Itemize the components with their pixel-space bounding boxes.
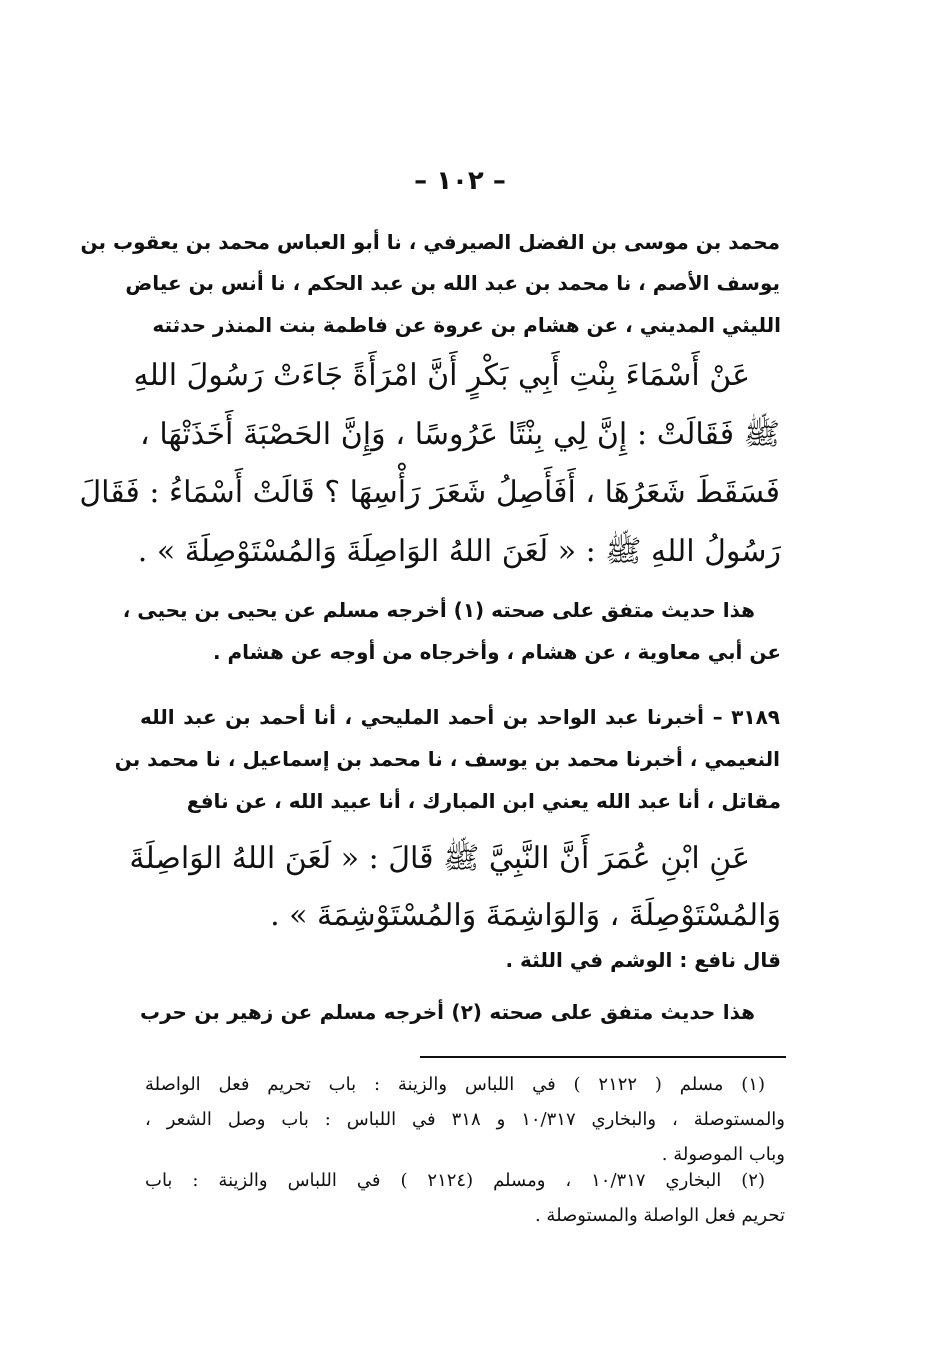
- hadith-text-line: عَنْ أَسْمَاءَ بِنْتِ أَبِي بَكْرٍ أَنَّ امْرَأَةً جَاءَتْ رَسُولَ اللهِ: [133, 358, 750, 393]
- isnad-line: محمد بن موسى بن الفضل الصيرفي ، نا أبو العباس محمد بن يعقوب بن: [80, 230, 780, 254]
- commentary-line: هذا حديث متفق على صحته (١) أخرجه مسلم عن يحيى بن يحيى ،: [122, 598, 755, 622]
- isnad-line: الليثي المديني ، عن هشام بن عروة عن فاطمة بنت المنذر حدثته: [152, 313, 781, 337]
- hadith-text-line: ﷺ فَقَالَتْ : إِنَّ لِي بِنْتًا عَرُوسًا ، وَإِنَّ الحَصْبَةَ أَخَذَتْهَا ،: [140, 417, 780, 452]
- hadith-text-line: عَنِ ابْنِ عُمَرَ أَنَّ النَّبِيَّ ﷺ قَالَ : « لَعَنَ اللهُ الوَاصِلَةَ: [129, 841, 750, 876]
- isnad-line: النعيمي ، أخبرنا محمد بن يوسف ، نا محمد بن إسماعيل ، نا محمد بن: [114, 747, 780, 771]
- hadith-text-line: وَالمُسْتَوْصِلَةَ ، وَالوَاشِمَةَ وَالمُسْتَوْشِمَةَ » .: [270, 898, 781, 933]
- footnote-line: (١) مسلم ( ٢١٢٢ ) في اللباس والزينة : باب تحريم فعل الواصلة: [145, 1074, 765, 1095]
- commentary-line: عن أبي معاوية ، عن هشام ، وأخرجاه من أوجه عن هشام .: [212, 640, 781, 664]
- isnad-line: يوسف الأصم ، نا محمد بن عبد الله بن عبد الحكم ، نا أنس بن عياض: [125, 271, 780, 295]
- isnad-line: مقاتل ، أنا عبد الله يعني ابن المبارك ، أنا عبيد الله ، عن نافع: [186, 789, 781, 813]
- footnote-separator: [420, 1056, 786, 1058]
- hadith-text-line: فَسَقَطَ شَعَرُهَا ، أَفَأَصِلُ شَعَرَ رَأْسِهَا ؟ قَالَتْ أَسْمَاءُ : فَقَالَ: [79, 475, 780, 510]
- footnote-line: والمستوصلة ، والبخاري ١٠/٣١٧ و ٣١٨ في اللباس : باب وصل الشعر ،: [145, 1109, 785, 1130]
- footnote-line: تحريم فعل الواصلة والمستوصلة .: [534, 1205, 785, 1226]
- isnad-line: ٣١٨٩ – أخبرنا عبد الواحد بن أحمد المليحي ، أنا أحمد بن عبد الله: [140, 705, 780, 729]
- commentary-line: هذا حديث متفق على صحته (٢) أخرجه مسلم عن زهير بن حرب: [140, 1000, 755, 1024]
- nafi-note: قال نافع : الوشم في اللثة .: [505, 948, 781, 972]
- page-number: – ١٠٢ –: [414, 166, 506, 196]
- hadith-text-line: رَسُولُ اللهِ ﷺ : « لَعَنَ اللهُ الوَاصِلَةَ وَالمُسْتَوْصِلَةَ » .: [137, 534, 781, 569]
- footnote-line: وباب الموصولة .: [661, 1144, 785, 1165]
- footnote-line: (٢) البخاري ١٠/٣١٧ ، ومسلم (٢١٢٤ ) في اللباس والزينة : باب: [145, 1170, 765, 1191]
